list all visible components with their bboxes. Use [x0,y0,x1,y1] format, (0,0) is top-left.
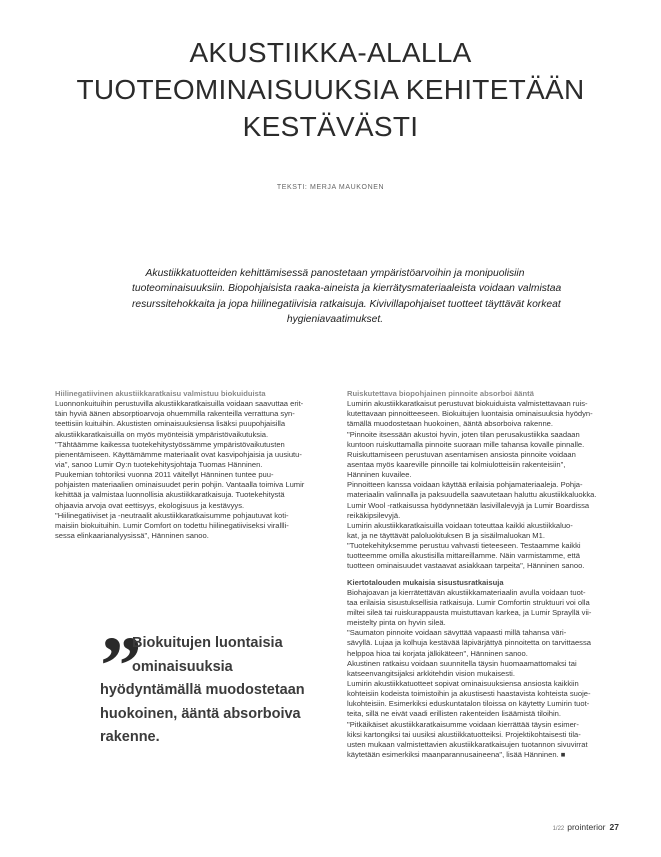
body-text-line: sessa elinkaarianalyysissä", Hänninen sanoo. [55,530,209,540]
body-text-line: tuotteemme omilla akustisilla mittareillamme. Näin varmistamme, että [347,551,580,561]
body-text-line: "Tuotekehityksemme perustuu vahvasti tieteeseen. Testaamme kaikki [347,541,581,551]
body-text-line: Biohajoavan ja kierrätettävän akustiikkamateriaalin avulla voidaan tuot- [347,587,586,597]
body-text-line: Lumirin akustiikkaratkaisut perustuvat biokuiduista valmistettavaan ruis- [347,399,588,409]
pull-quote-text [100,632,305,750]
body-text-line: "Tähtäämme kaikessa tuotekehitystyössämme ympäristövaikutusten [55,439,285,449]
title-line: KESTÄVÄSTI [242,111,419,142]
body-text-line: sävyllä. Lujaa ja kolhuja kestävää läpivärjättyä pinnoitetta on tarvittaessa [347,638,591,648]
magazine-name: prointerior [567,822,606,832]
pull-quote-line: Biokuitujen luontaisia [132,635,283,651]
body-text-line: "Saumaton pinnoite voidaan sävyttää vapaasti millä tahansa väri- [347,628,567,638]
title-line: TUOTEOMINAISUUKSIA KEHITETÄÄN [76,74,585,105]
body-text-line: "Pitkäikäiset akustiikkaratkaisumme voidaan kierrättää täysin esimer- [347,719,579,729]
title-line: AKUSTIIKKA-ALALLA [189,37,472,68]
body-text-line: tuotteen ominaisuudet vastaavat asiakkaan tarpeita", Hänninen sanoo. [347,561,585,571]
lead-paragraph [132,266,562,327]
body-text-line: "Hiilinegatiiviset ja -neutraalit akustiikkaratkaisumme pohjautuvat koti- [55,510,289,520]
body-text-line: lukohteisiin. Esimerkiksi eduskuntatalon tiloissa on käytetty Lumirin tuot- [347,699,590,709]
pull-quote-line: hyödyntämällä muodostetaan [100,682,305,699]
quote-mark-icon: ” [100,620,142,713]
byline: TEKSTI: MERJA MAUKONEN [276,184,385,191]
lead-line: tuoteominaisuuksiin. Biopohjaisista raaka-aineista ja kierrätysmateriaaleista voidaan valmistaa [132,283,562,295]
pull-quote-line: huokoinen, ääntä absorboiva [100,705,301,722]
body-text-line: materiaalin valinnalla ja paksuudella saavutetaan haluttu akustiikkaluokka. [347,490,597,500]
right-column [347,389,612,760]
article-title [40,34,621,145]
issue-number: 1/22 [552,826,565,832]
body-text-line: meistelty pinta on hyvin sileä. [347,618,446,628]
body-text-line: asentaa myös kaareville pinnoille tai kolmiulotteisiin rakenteisiin", [347,459,566,469]
section-heading: Hiilinegatiivinen akustiikkaratkaisu valmistuu biokuiduista [55,389,266,398]
body-text-line: Akustinen ratkaisu voidaan suunnitella täysin huomaamattomaksi tai [347,658,577,668]
body-text-line: helppoa hioa tai korjata jälkikäteen", Hänninen sanoo. [347,648,528,658]
body-text-line: kutettavaan pinnoitteeseen. Biokuitujen luontaisia ominaisuuksia hyödyn- [347,409,593,419]
body-text-line: Lumirin akustiikkatuotteet sopivat ominaisuuksiensa ansiosta kaikkiin [347,678,579,688]
body-text-line: käytetään esimerkiksi maanparannusaineena", lisää Hänninen. ■ [347,749,566,759]
page-footer [553,822,619,832]
section-heading: Kiertotalouden mukaisia sisustusratkaisuja [347,577,504,587]
body-text-line: miltei sileä tai ruiskurappausta muistuttavan karkea, ja Lumir Sprayllä vii- [347,607,592,617]
body-text-line: akustiikkaratkaisuilla on myös myönteisiä ympäristövaikutuksia. [55,429,269,439]
body-text-line: teita, sillä ne eivät vaadi erillisten rakenteiden lisäämistä tiloihin. [347,709,562,719]
body-text-line: kohteisiin kodeista toimistoihin ja akustisesti haastavista kohteista suoje- [347,689,591,699]
body-text-line: kat, ja ne täyttävät paloluokituksen B ja sisäilmaluokan M1. [347,530,545,540]
body-text-line: teettisiin kuituihin. Akustisten ominaisuuksiensa lisäksi puupohjaisilla [55,419,286,429]
body-text-line: Lumirin akustiikkaratkaisuilla voidaan toteuttaa kaikki akustiikkaluo- [347,520,573,530]
body-text-line: Luonnonkuituihin perustuvilla akustiikkaratkaisuilla voidaan saavuttaa erit- [55,399,304,409]
pull-quote-line: ominaisuuksia [132,658,233,675]
lead-line: Akustiikkatuotteiden kehittämisessä panostetaan ympäristöarvoihin ja monipuolisiin [145,268,525,279]
left-column [55,389,313,541]
body-text-line: Hänninen kuvailee. [347,470,412,480]
body-text-line: kehittää ja valmistaa luonnollisia akustiikkaratkaisuja. Tuotekehitystä [55,490,285,500]
lead-line: hygieniavaatimukset. [286,313,384,325]
body-text-line: usten mukaan valmistettavien akustiikkaratkaisujen tuotannon sivuvirrat [347,739,588,749]
lead-line: resurssitehokkaita ja jopa hiilinegatiivisia ratkaisuja. Kivivillapohjaiset tuotteet täyttävät korkeat [132,298,561,310]
body-text-line: ohjaavia arvoja ovat eettisyys, ekologisuus ja kestävyys. [55,500,245,510]
body-text-line: tämällä muodostetaan huokoinen, ääntä absorboiva rakenne. [347,419,554,429]
body-text-line: kuntoon ruiskuttamalla pinnoite suoraan mille tahansa kovalle pinnalle. [347,439,585,449]
body-text-line: taa erilaisia sisustuksellisia ratkaisuja. Lumir Comfortin struktuuri voi olla [347,597,590,607]
pull-quote-line: rakenne. [100,729,160,746]
body-text-line: täin hyviä äänen absorptioarvoja ohuemmilla rakenteilla verrattuna syn- [55,409,295,419]
body-text-line: maisiin biokuituihin. Lumir Comfort on todettu hiilinegatiiviseksi virallli- [55,520,289,530]
body-text-line: Pinnoitteen kanssa voidaan käyttää erilaisia pohjamateriaaleja. Pohja- [347,480,583,490]
section-heading: Ruiskutettava biopohjainen pinnoite absorboi ääntä [347,389,534,398]
body-text-line: pohjaisten materiaalien ominaisuudet perin pohjin. Vantaalla toimiva Lumir [55,480,305,490]
body-text-line: kiksi kartongiksi tai uusiksi akustiikkatuotteiksi. Projektikohtaisesti tila- [347,729,581,739]
body-text-line: reikäkipsilevyjä. [347,510,401,520]
body-text-line: Puukemian tohtoriksi vuonna 2011 väitellyt Hänninen tuntee puu- [55,470,274,480]
body-text-line: pienentämiseen. Käyttämämme materiaalit ovat kasvipohjaisia ja uusiutu- [55,449,302,459]
body-text-line: via", sanoo Lumir Oy:n tuotekehitysjohtaja Tuomas Hänninen. [55,459,263,469]
body-text-line: katseenvangitsijaksi arkkitehdin vision mukaisesti. [347,668,515,678]
body-text-line: Ruiskuttamiseen perustuvan asentamisen ansiosta pinnoite voidaan [347,449,576,459]
body-text-line: "Pinnoite itsessään akustoi hyvin, joten tilan perusakustiikka saadaan [347,429,580,439]
page-number: 27 [609,822,619,832]
body-text-line: Lumir Wool -ratkaisussa hyödynnetään lasivillalevyjä ja Lumir Boardissa [347,500,590,510]
